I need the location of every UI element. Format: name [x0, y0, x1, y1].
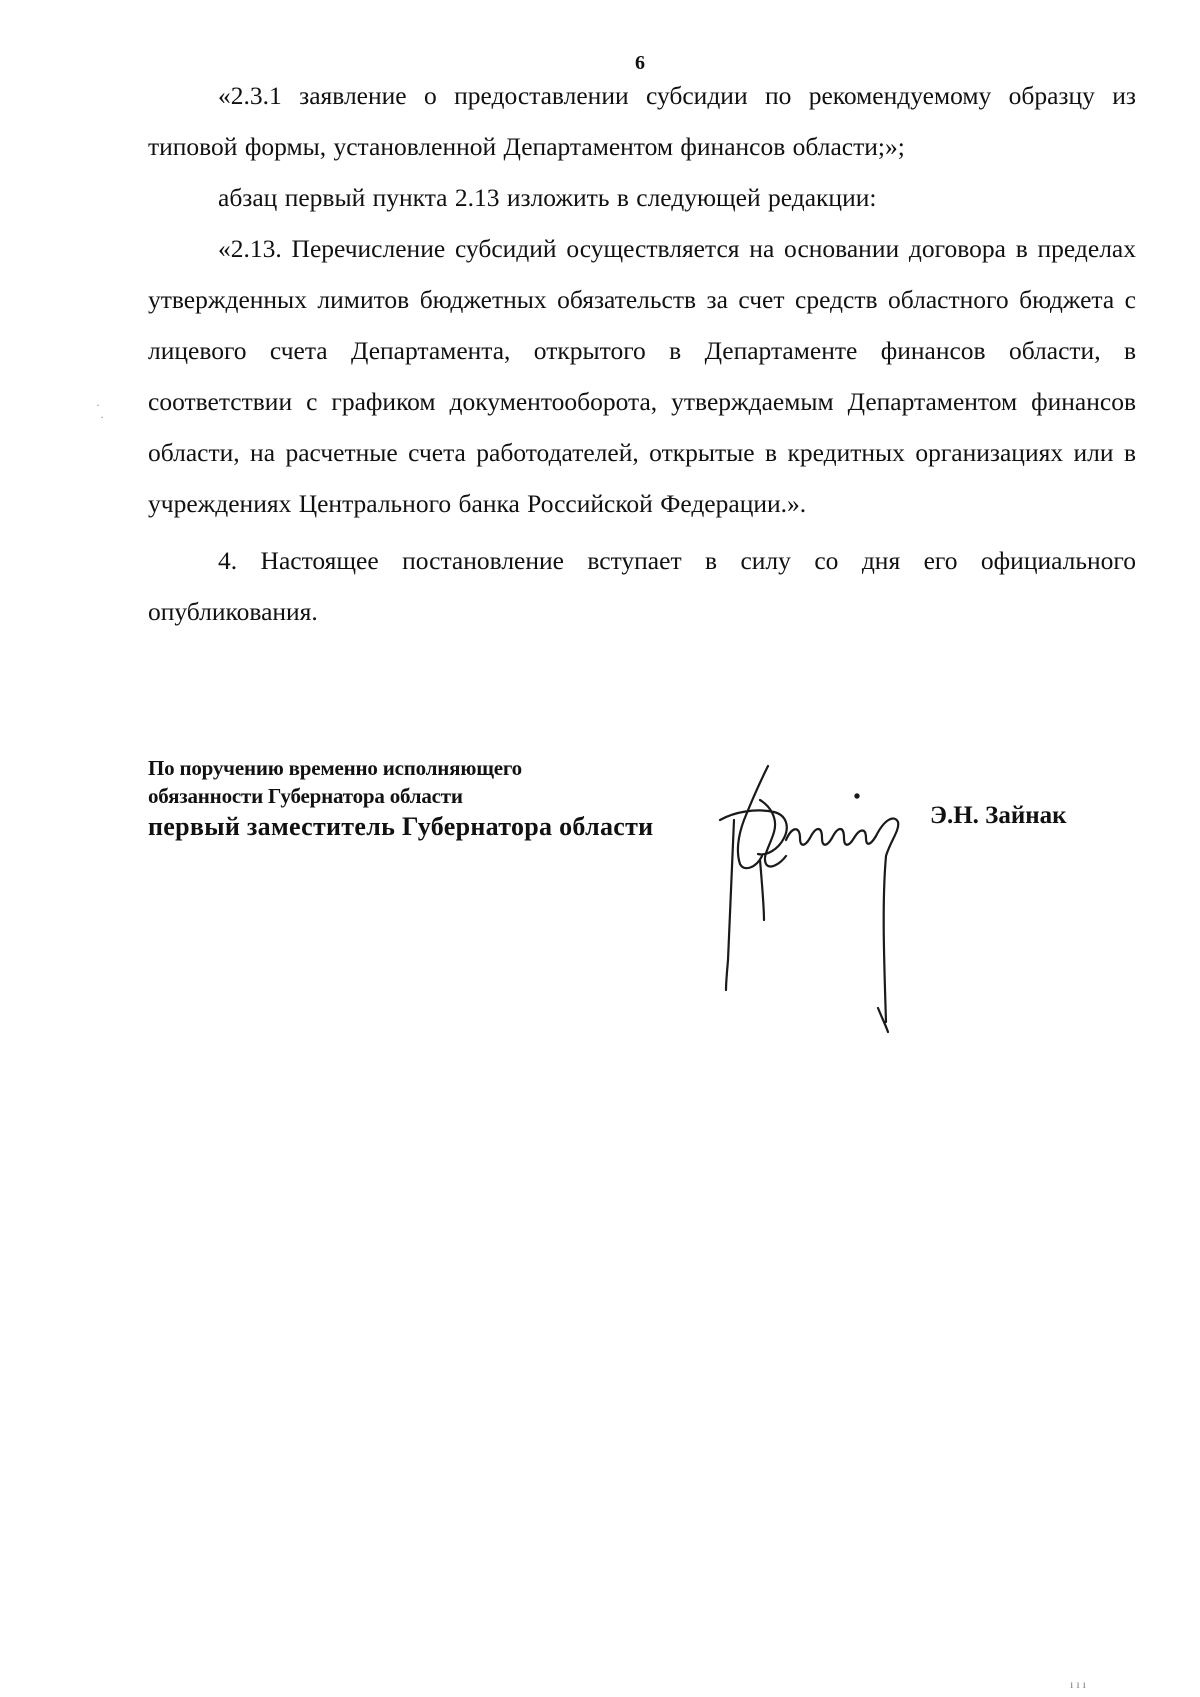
paragraph-2-13: «2.13. Перечисление субсидий осуществляется на основании договора в пределах утвержденных лимитов бюджетных обязательств за счет средств областного бюджета с лицевого счета Департамента, открытого в Департаменте финансов области, в соответствии с графиком документооборота, утверждаемым Департаментом финансов области, на расчетные счета работодателей, открытые в кредитных организациях или в учреждениях Центрального банка Российской Федерации.».	[148, 234, 1136, 518]
document-body	[148, 70, 1136, 637]
signature-authority-line-1: По поручению временно исполняющего	[148, 756, 522, 780]
signature-block	[148, 754, 653, 844]
scan-artifact: ·	[100, 410, 104, 424]
signature-authority-line-2: обязанности Губернатора области	[148, 784, 463, 808]
signer-name: Э.Н. Зайнак	[930, 802, 1067, 829]
scan-artifact: ı ı ı	[1070, 1677, 1087, 1691]
scan-artifact: ·	[96, 398, 100, 412]
paragraph-amendment-intro: абзац первый пункта 2.13 изложить в следующей редакции:	[218, 183, 877, 212]
paragraph-4-effective-date: 4. Настоящее постановление вступает в силу со дня его официального опубликования.	[148, 546, 1136, 626]
handwritten-signature	[700, 760, 930, 1040]
signatory-position: первый заместитель Губернатора области	[148, 812, 654, 841]
page-number: 6	[635, 52, 645, 74]
paragraph-2-3-1: «2.3.1 заявление о предоставлении субсидии по рекомендуемому образцу из типовой формы, установленной Департаментом финансов области;»;	[148, 81, 1136, 161]
